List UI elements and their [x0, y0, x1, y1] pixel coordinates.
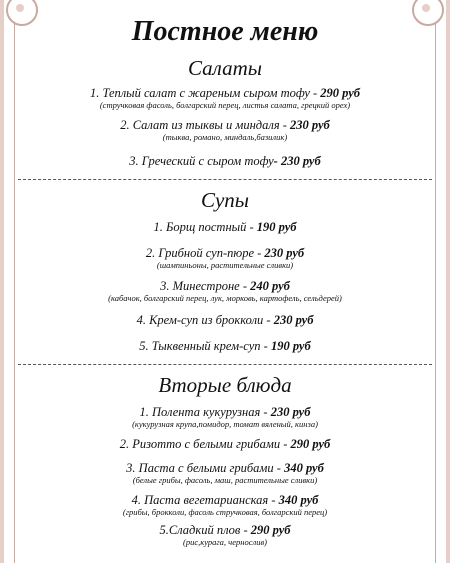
item-name: 1. Полента кукурузная -: [139, 405, 271, 419]
item-price: 230 руб: [264, 246, 305, 260]
menu-item: [28, 461, 422, 485]
menu-title: Постное меню: [131, 16, 319, 47]
item-price: 230 руб: [273, 313, 314, 327]
menu-item: [28, 405, 422, 429]
item-price: 290 руб: [290, 437, 331, 451]
item-name: 2. Салат из тыквы и миндаля -: [120, 118, 291, 132]
item-name: 5. Тыквенный крем-суп -: [139, 339, 271, 353]
item-description: (белые грибы, фасоль, маш, растительные сливки): [132, 475, 318, 485]
menu-item: [28, 86, 422, 110]
item-name: 3. Греческий с сыром тофу: [129, 154, 274, 168]
item-description: (кукурузная крупа,помидор, томат вяленый, кинза): [132, 419, 318, 429]
menu-item: [28, 246, 422, 270]
item-name: 5.Сладкий плов -: [159, 523, 251, 537]
menu-item: [28, 523, 422, 547]
item-description: (рис,курага, чернослив): [183, 537, 267, 547]
menu-item: [28, 118, 422, 142]
item-price: 230 руб: [270, 405, 311, 419]
item-description: (кабачок, болгарский перец, лук, морковь, картофель, сельдерей): [108, 293, 342, 303]
item-name: 2. Грибной суп-пюре -: [145, 246, 265, 260]
item-name: 4. Паста вегетарианская -: [131, 493, 279, 507]
menu-item: [28, 220, 422, 234]
item-description: (шампиньоны, растительные сливки): [156, 260, 294, 270]
menu-item: [28, 437, 422, 451]
item-description: (тыква, романо, миндаль,базилик): [162, 132, 288, 142]
item-description: (стручковая фасоль, болгарский перец, листья салата, грецкий орех): [99, 100, 351, 110]
menu-item: [28, 313, 422, 327]
menu-content: [28, 6, 422, 547]
item-price: 190 руб: [256, 220, 297, 234]
item-price: 290 руб: [320, 86, 361, 100]
section-title-salads: Салаты: [188, 56, 262, 80]
item-name: 3. Паста с белыми грибами -: [126, 461, 285, 475]
item-name: 3. Минестроне -: [160, 279, 251, 293]
item-description: (грибы, брокколи, фасоль стручковая, болгарский перец): [122, 507, 328, 517]
item-price: 240 руб: [250, 279, 290, 293]
item-name: 4. Крем-суп из брокколи -: [136, 313, 274, 327]
item-price: - 230 руб: [273, 154, 321, 168]
menu-item: [28, 493, 422, 517]
item-price: 190 руб: [270, 339, 311, 353]
section-title-soups: Супы: [200, 188, 250, 212]
item-price: 290 руб: [250, 523, 291, 537]
section-title-main-courses: Вторые блюда: [158, 373, 292, 397]
item-name: 1. Борщ постный -: [153, 220, 257, 234]
item-name: 1. Теплый салат с жареным сыром тофу -: [89, 86, 321, 100]
item-name: 2. Ризотто с белыми грибами -: [119, 437, 291, 451]
menu-item: [28, 339, 422, 353]
menu-item: [28, 279, 422, 303]
menu-item: [28, 154, 422, 168]
item-price: 340 руб: [284, 461, 324, 475]
item-price: 340 руб: [278, 493, 319, 507]
item-price: 230 руб: [290, 118, 330, 132]
